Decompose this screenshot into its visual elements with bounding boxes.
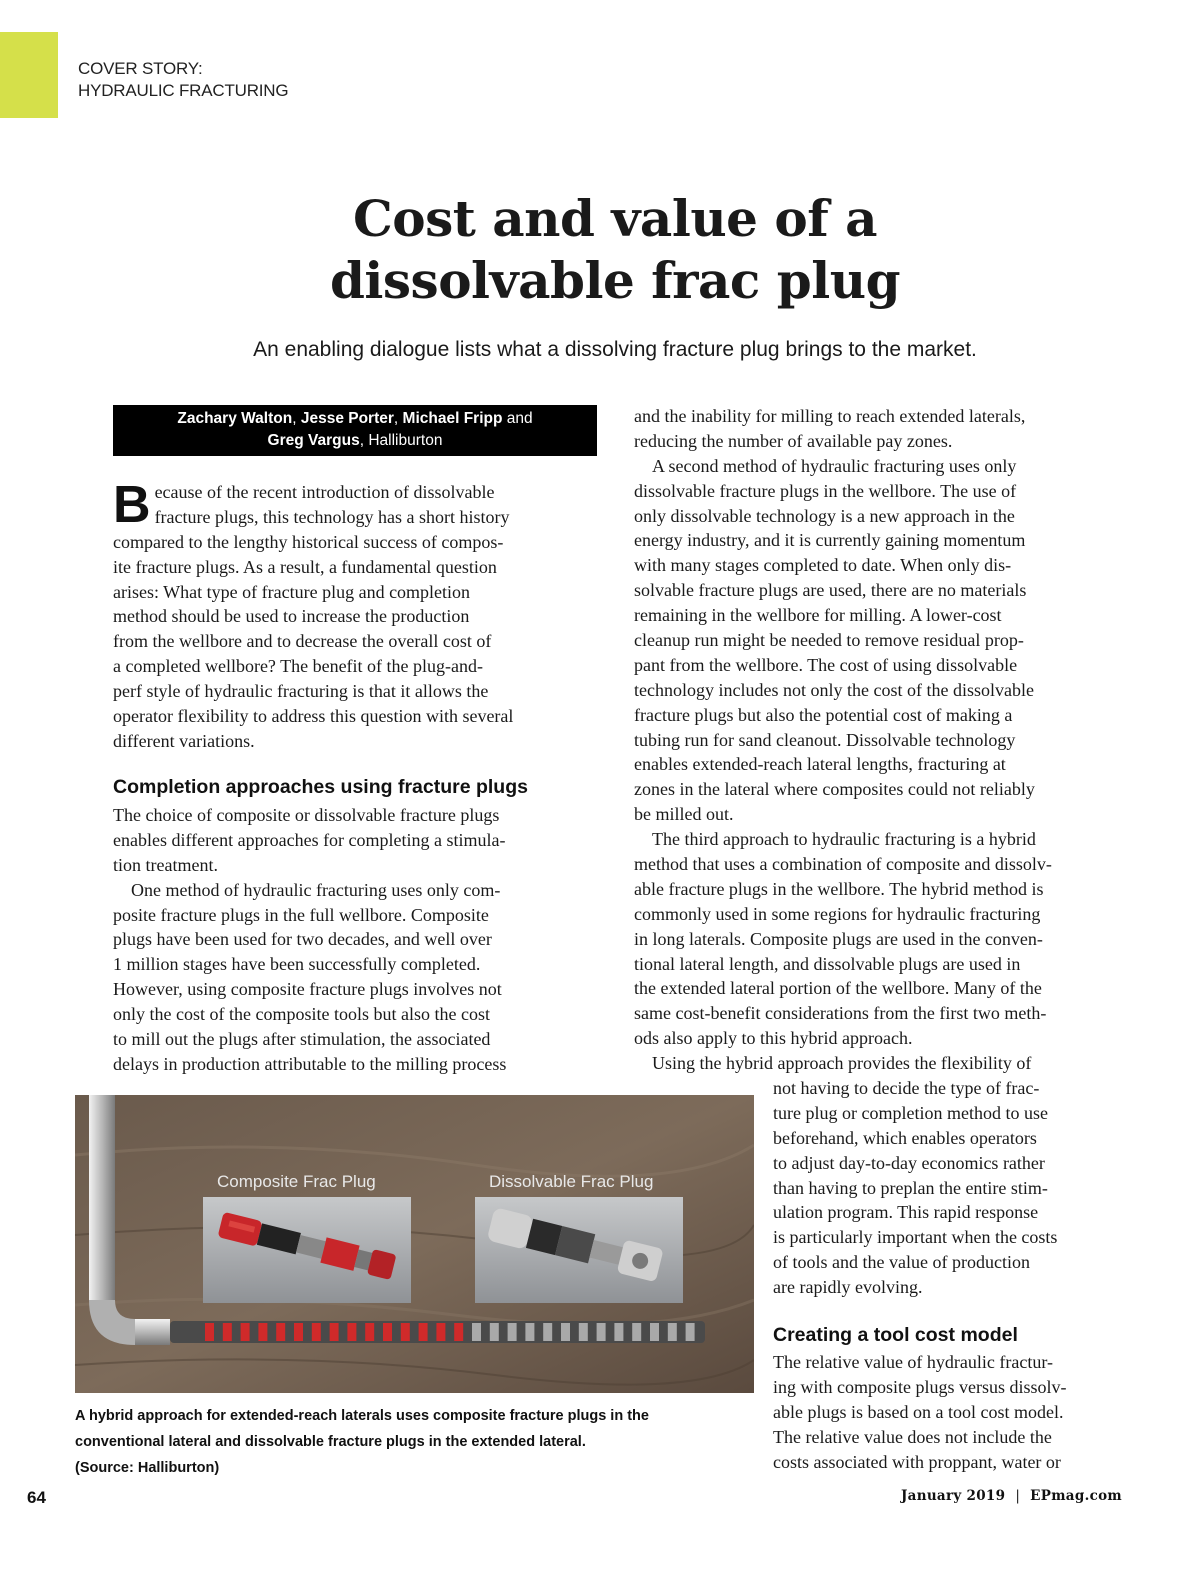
composite-plug-marker xyxy=(205,1323,214,1341)
composite-plug-marker xyxy=(401,1323,410,1341)
text-line: ture plug or completion method to use xyxy=(773,1102,1048,1123)
dissolvable-plug-marker xyxy=(543,1323,552,1341)
page-number: 64 xyxy=(27,1488,46,1507)
text-line: technology includes not only the cost of the dissolvable xyxy=(634,679,1034,700)
text-line: enables extended-reach lateral lengths, fracturing at xyxy=(634,754,1006,775)
text-line: The relative value does not include the xyxy=(773,1426,1052,1447)
text-line: are rapidly evolving. xyxy=(773,1277,923,1298)
text-line: to adjust day-to-day economics rather xyxy=(773,1152,1045,1173)
text-line: different variations. xyxy=(113,730,255,751)
heading-tool-cost-model: Creating a tool cost model xyxy=(773,1324,1018,1346)
text-line: reducing the number of available pay zones. xyxy=(634,430,953,451)
text-line: not having to decide the type of frac- xyxy=(773,1078,1040,1098)
text-line: is particularly important when the costs xyxy=(773,1227,1058,1248)
vertical-wellbore xyxy=(89,1095,115,1300)
text-line: dissolvable fracture plugs in the wellbore. The use of xyxy=(634,480,1017,501)
composite-plug-marker xyxy=(383,1323,392,1341)
text-line: and the inability for milling to reach extended laterals, xyxy=(634,406,1026,426)
article-title-line2: dissolvable frac plug xyxy=(329,251,901,310)
section-label-line1: COVER STORY: xyxy=(78,59,203,78)
column2-bottom xyxy=(773,1350,1133,1474)
label-composite-plug: Composite Frac Plug xyxy=(217,1172,376,1191)
footer-site: EPmag.com xyxy=(1030,1488,1122,1504)
author-byline xyxy=(113,405,597,456)
text-line: ing with composite plugs versus dissolv- xyxy=(773,1376,1067,1397)
composite-plug-marker xyxy=(330,1323,339,1341)
dissolvable-plug-marker xyxy=(614,1323,623,1341)
text-line: plugs have been used for two decades, and well over xyxy=(113,929,492,950)
dissolvable-plug-marker xyxy=(632,1323,641,1341)
dissolvable-plug-marker xyxy=(561,1323,570,1341)
text-line: perf style of hydraulic fracturing is that it allows the xyxy=(113,681,489,702)
drop-cap: B xyxy=(113,476,151,534)
caption-line2: conventional lateral and dissolvable fracture plugs in the extended lateral. xyxy=(75,1434,586,1450)
figure-frac-plugs-illustration xyxy=(75,1095,754,1393)
text-line: be milled out. xyxy=(634,804,734,825)
text-line: method that uses a combination of composite and dissolv- xyxy=(634,854,1052,875)
text-line: the extended lateral portion of the wellbore. Many of the xyxy=(634,978,1042,999)
text-line: zones in the lateral where composites could not reliably xyxy=(634,779,1035,800)
caption-line1: A hybrid approach for extended-reach laterals uses composite fracture plugs in the xyxy=(75,1408,649,1424)
text-line: a completed wellbore? The benefit of the plug-and- xyxy=(113,656,484,677)
text-line: One method of hydraulic fracturing uses only com- xyxy=(131,879,501,900)
composite-plug-marker xyxy=(419,1323,428,1341)
column2-wrapped-text xyxy=(773,1076,1133,1300)
text-line: The choice of composite or dissolvable fracture plugs xyxy=(113,805,500,825)
text-line: posite fracture plugs in the full wellbore. Composite xyxy=(113,904,489,925)
text-line: costs associated with proppant, water or xyxy=(773,1451,1061,1472)
text-line: only dissolvable technology is a new approach in the xyxy=(634,505,1015,526)
composite-plug-marker xyxy=(312,1323,321,1341)
text-line: fracture plugs but also the potential cost of making a xyxy=(634,704,1013,725)
dissolvable-plug-marker xyxy=(508,1323,517,1341)
composite-plug-marker xyxy=(223,1323,232,1341)
text-line: The relative value of hydraulic fractur- xyxy=(773,1352,1053,1372)
text-line: able fracture plugs in the wellbore. The hybrid method is xyxy=(634,878,1044,899)
text-line: fracture plugs, this technology has a short history xyxy=(154,506,510,527)
composite-plug-marker xyxy=(436,1323,445,1341)
composite-plug-marker xyxy=(454,1323,463,1341)
text-line: in long laterals. Composite plugs are used in the conven- xyxy=(634,928,1043,949)
footer-separator: | xyxy=(1015,1488,1021,1504)
author-1: Zachary Walton xyxy=(177,410,293,427)
column1-intro xyxy=(113,476,603,754)
text-line: tubing run for sand cleanout. Dissolvable technology xyxy=(634,729,1016,750)
composite-plug-marker xyxy=(347,1323,356,1341)
caption-source: (Source: Halliburton) xyxy=(75,1460,220,1476)
text-line: 1 million stages have been successfully completed. xyxy=(113,954,481,975)
text-line: However, using composite fracture plugs involves not xyxy=(113,979,502,1000)
text-line: commonly used in some regions for hydraulic fracturing xyxy=(634,903,1041,924)
dissolvable-plug-marker xyxy=(650,1323,659,1341)
text-line: compared to the lengthy historical success of compos- xyxy=(113,531,504,552)
author-sep-2: , xyxy=(393,410,403,427)
text-line: method should be used to increase the production xyxy=(113,606,470,627)
article-dek: An enabling dialogue lists what a dissolving fracture plug brings to the market. xyxy=(253,338,977,361)
dissolvable-plug-marker xyxy=(472,1323,481,1341)
dissolvable-plug-marker xyxy=(579,1323,588,1341)
text-line: tional lateral length, and dissolvable plugs are used in xyxy=(634,953,1021,974)
text-line: arises: What type of fracture plug and completion xyxy=(113,581,471,602)
composite-plug-marker xyxy=(241,1323,250,1341)
heading-completion-approaches: Completion approaches using fracture plugs xyxy=(113,776,528,798)
wellbore-diagram xyxy=(75,1095,754,1393)
text-line: beforehand, which enables operators xyxy=(773,1127,1037,1148)
text-line: tion treatment. xyxy=(113,854,218,875)
text-line: energy industry, and it is currently gaining momentum xyxy=(634,530,1026,551)
composite-plug-marker xyxy=(276,1323,285,1341)
text-line: ecause of the recent introduction of dissolvable xyxy=(154,482,495,502)
text-line: same cost-benefit considerations from the first two meth- xyxy=(634,1003,1047,1024)
composite-plug-marker xyxy=(365,1323,374,1341)
composite-plug-marker xyxy=(294,1323,303,1341)
author-2: Jesse Porter xyxy=(300,410,394,427)
dissolvable-plug-marker xyxy=(686,1323,695,1341)
composite-plug-marker xyxy=(258,1323,267,1341)
article-title-line1: Cost and value of a xyxy=(352,189,878,248)
dissolvable-plug-marker xyxy=(668,1323,677,1341)
section-color-tab xyxy=(0,32,58,118)
figure-caption xyxy=(75,1403,755,1481)
text-line: than having to preplan the entire stim- xyxy=(773,1177,1048,1198)
author-3: Michael Fripp xyxy=(402,410,503,427)
text-line: from the wellbore and to decrease the overall cost of xyxy=(113,631,492,652)
text-line: remaining in the wellbore for milling. A lower-cost xyxy=(634,605,1002,626)
article-title xyxy=(200,188,1030,312)
label-dissolvable-plug: Dissolvable Frac Plug xyxy=(489,1172,654,1191)
column1-section xyxy=(113,803,603,1077)
text-line: delays in production attributable to the milling process xyxy=(113,1053,507,1074)
text-line: Using the hybrid approach provides the flexibility of xyxy=(652,1053,1032,1074)
section-label xyxy=(78,58,288,102)
text-line: to mill out the plugs after stimulation, the associated xyxy=(113,1029,491,1050)
footer-issue: January 2019 xyxy=(900,1488,1006,1504)
text-line: with many stages completed to date. When only dis- xyxy=(634,555,1012,576)
text-line: ods also apply to this hybrid approach. xyxy=(634,1028,913,1049)
dissolvable-plug-marker xyxy=(490,1323,499,1341)
text-line: ulation program. This rapid response xyxy=(773,1202,1039,1223)
author-affiliation: , Halliburton xyxy=(359,432,443,449)
text-line: ite fracture plugs. As a result, a fundamental question xyxy=(113,556,497,577)
section-label-line2: HYDRAULIC FRACTURING xyxy=(78,81,289,100)
column2-top xyxy=(634,404,1134,1076)
author-sep-1: , xyxy=(292,410,301,427)
author-sep-3: and xyxy=(502,410,533,427)
text-line: solvable fracture plugs are used, there are no materials xyxy=(634,580,1027,601)
text-line: pant from the wellbore. The cost of using dissolvable xyxy=(634,654,1018,675)
text-line: only the cost of the composite tools but also the cost xyxy=(113,1004,490,1025)
text-line: A second method of hydraulic fracturing uses only xyxy=(652,455,1017,476)
footer-issue-site xyxy=(901,1488,1122,1504)
text-line: enables different approaches for completing a stimula- xyxy=(113,829,506,850)
dissolvable-plug-marker xyxy=(597,1323,606,1341)
text-line: The third approach to hydraulic fracturing is a hybrid xyxy=(652,829,1036,850)
text-line: able plugs is based on a tool cost model. xyxy=(773,1401,1064,1422)
text-line: of tools and the value of production xyxy=(773,1252,1030,1273)
author-4: Greg Vargus xyxy=(267,432,360,449)
text-line: operator flexibility to address this question with several xyxy=(113,706,514,727)
dissolvable-plug-marker xyxy=(525,1323,534,1341)
text-line: cleanup run might be needed to remove residual prop- xyxy=(634,630,1024,651)
